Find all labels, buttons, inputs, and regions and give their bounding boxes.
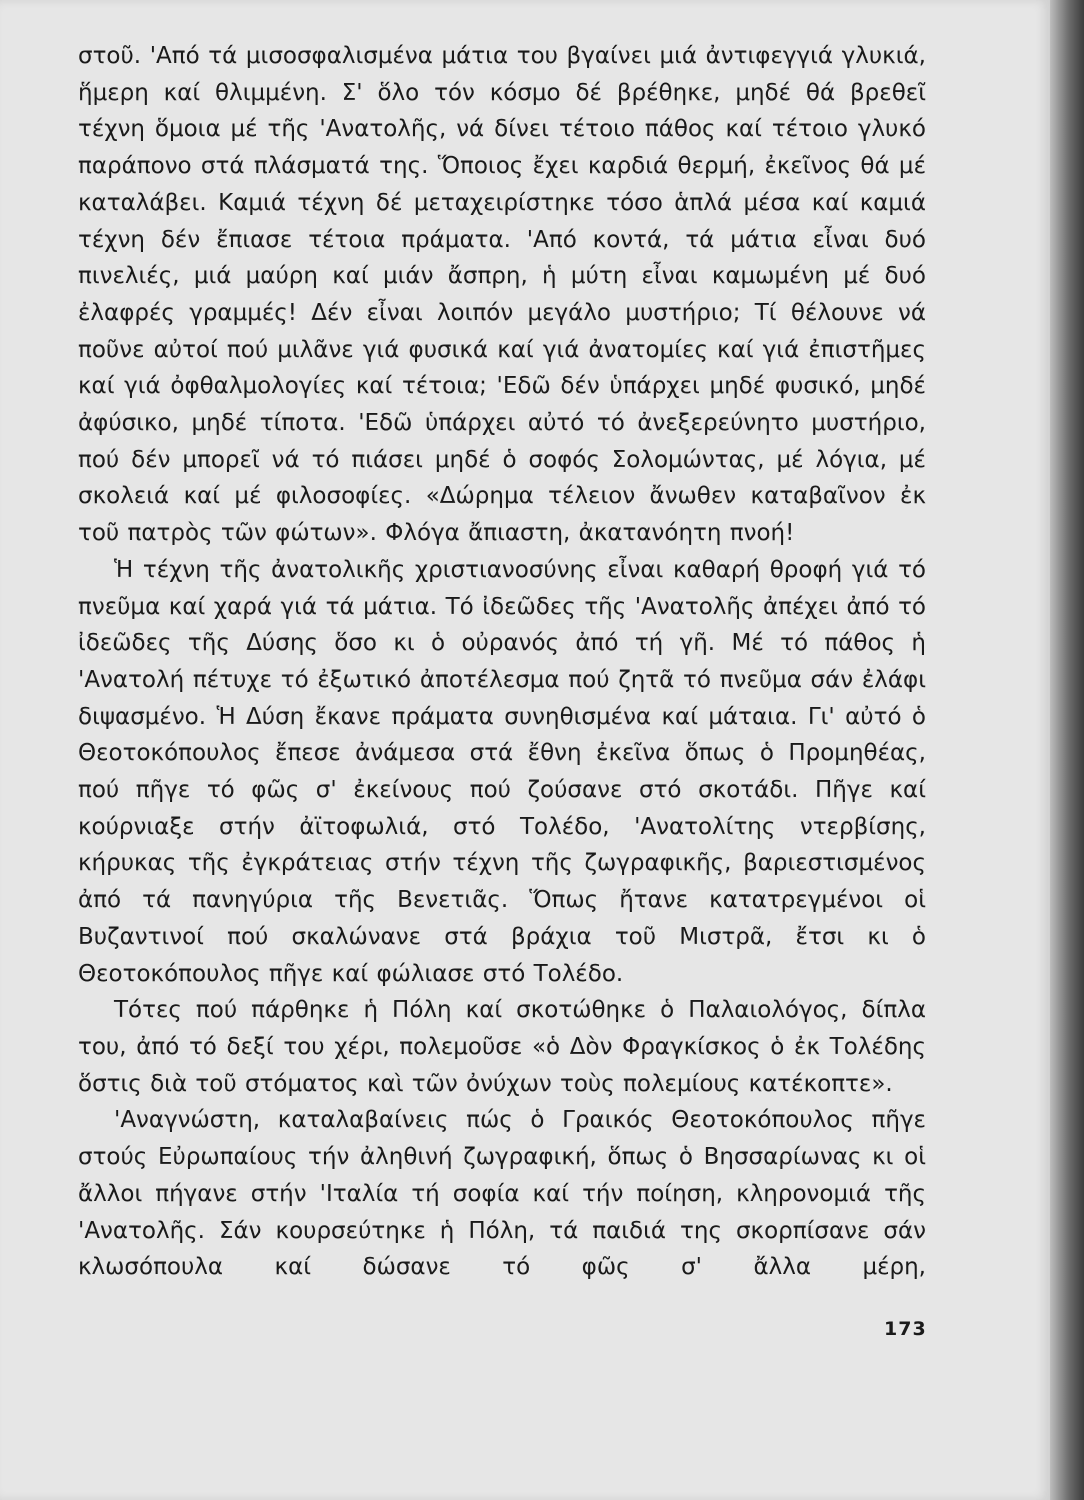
paragraph-4: 'Αναγνώστη, καταλαβαίνεις πώς ὁ Γραικός Θεοτοκόπουλος πῆγε στούς Εὐρωπαίους τήν ἀληθινή ζωγραφική, ὅπως ὁ Βησσαρίωνας κι οἱ ἄλλοι πήγανε στήν 'Ιταλία τή σοφία καί τήν ποίηση, κληρονομιά τῆς 'Ανατολῆς. Σάν κουρσεύτηκε ἡ Πόλη, τά παιδιά της σκορπίσανε σάν κλωσόπουλα καί δώσανε τό φῶς σ' ἄλλα μέρη,	[78, 1107, 926, 1281]
paragraph-2: Ἡ τέχνη τῆς ἀνατολικῆς χριστιανοσύνης εἶναι καθαρή θροφή γιά τό πνεῦμα καί χαρά γιά τά μάτια. Τό ἰδεῶδες τῆς 'Ανατολῆς ἀπέχει ἀπό τό ἰδεῶδες τῆς Δύσης ὅσο κι ὁ οὐρανός ἀπό τή γῆ. Μέ τό πάθος ἡ 'Ανατολή πέτυχε τό ἐξωτικό ἀποτέλεσμα πού ζητᾶ τό πνεῦμα σάν ἐλάφι διψασμένο. Ἡ Δύση ἔκανε πράματα συνηθισμένα καί μάταια. Γι' αὐτό ὁ Θεοτοκόπουλος ἔπεσε ἀνάμεσα στά ἔθνη ἐκεῖνα ὅπως ὁ Προμηθέας, πού πῆγε τό φῶς σ' ἐκείνους πού ζούσανε στό σκοτάδι. Πῆγε καί κούρνιαξε στήν ἀϊτοφωλιά, στό Τολέδο, 'Ανατολίτης ντερβίσης, κήρυκας τῆς ἐγκράτειας στήν τέχνη τῆς ζωγραφικῆς, βαριεστισμένος ἀπό τά πανηγύρια τῆς Βενετιᾶς. Ὅπως ἤτανε κατατρεγμένοι οἱ Βυζαντινοί πού σκαλώνανε στά βράχια τοῦ Μιστρᾶ, ἔτσι κι ὁ Θεοτοκόπουλος πῆγε καί φώλιασε στό Τολέδο.	[78, 556, 926, 987]
paragraph-1: στοῦ. 'Από τά μισοσφαλισμένα μάτια του βγαίνει μιά ἀντιφεγγιά γλυκιά, ἥμερη καί θλιμμένη. Σ' ὅλο τόν κόσμο δέ βρέθηκε, μηδέ θά βρεθεῖ τέχνη ὅμοια μέ τῆς 'Ανατολῆς, νά δίνει τέτοιο πάθος καί τέτοιο γλυκό παράπονο στά πλάσματά της. Ὅποιος ἔχει καρδιά θερμή, ἐκεῖνος θά μέ καταλάβει. Καμιά τέχνη δέ μεταχειρίστηκε τόσο ἁπλά μέσα καί καμιά τέχνη δέν ἔπιασε τέτοια πράματα. 'Από κοντά, τά μάτια εἶναι δυό πινελιές, μιά μαύρη καί μιάν ἄσπρη, ἡ μύτη εἶναι καμωμένη μέ δυό ἐλαφρές γραμμές! Δέν εἶναι λοιπόν μεγάλο μυστήριο; Τί θέλουνε νά ποῦνε αὐτοί πού μιλᾶνε γιά φυσικά καί γιά ἀνατομίες καί γιά ἐπιστῆμες καί γιά ὀφθαλμολογίες καί τέτοια; 'Εδῶ δέν ὑπάρχει μηδέ φυσικό, μηδέ ἀφύσικο, μηδέ τίποτα. 'Εδῶ ὑπάρχει αὐτό τό ἀνεξερεύνητο μυστήριο, πού δέν μπορεῖ νά τό πιάσει μηδέ ὁ σοφός Σολομώντας, μέ λόγια, μέ σκολειά καί μέ φιλοσοφίες. «Δώρημα τέλειον ἄνωθεν καταβαῖνον ἐκ τοῦ πατρὸς τῶν φώτων». Φλόγα ἄπιαστη, ἀκατανόητη πνοή!	[78, 43, 926, 547]
page-number: 173	[884, 1318, 927, 1340]
text-block	[78, 38, 926, 1286]
paragraph-3: Τότες πού πάρθηκε ἡ Πόλη καί σκοτώθηκε ὁ Παλαιολόγος, δίπλα του, ἀπό τό δεξί του χέρι, πολεμοῦσε «ὁ Δὸν Φραγκίσκος ὁ ἐκ Τολέδης ὅστις διὰ τοῦ στόματος καὶ τῶν ὀνύχων τοὺς πολεμίους κατέκοπτε».	[78, 997, 926, 1097]
book-spine-edge	[1050, 0, 1084, 1500]
